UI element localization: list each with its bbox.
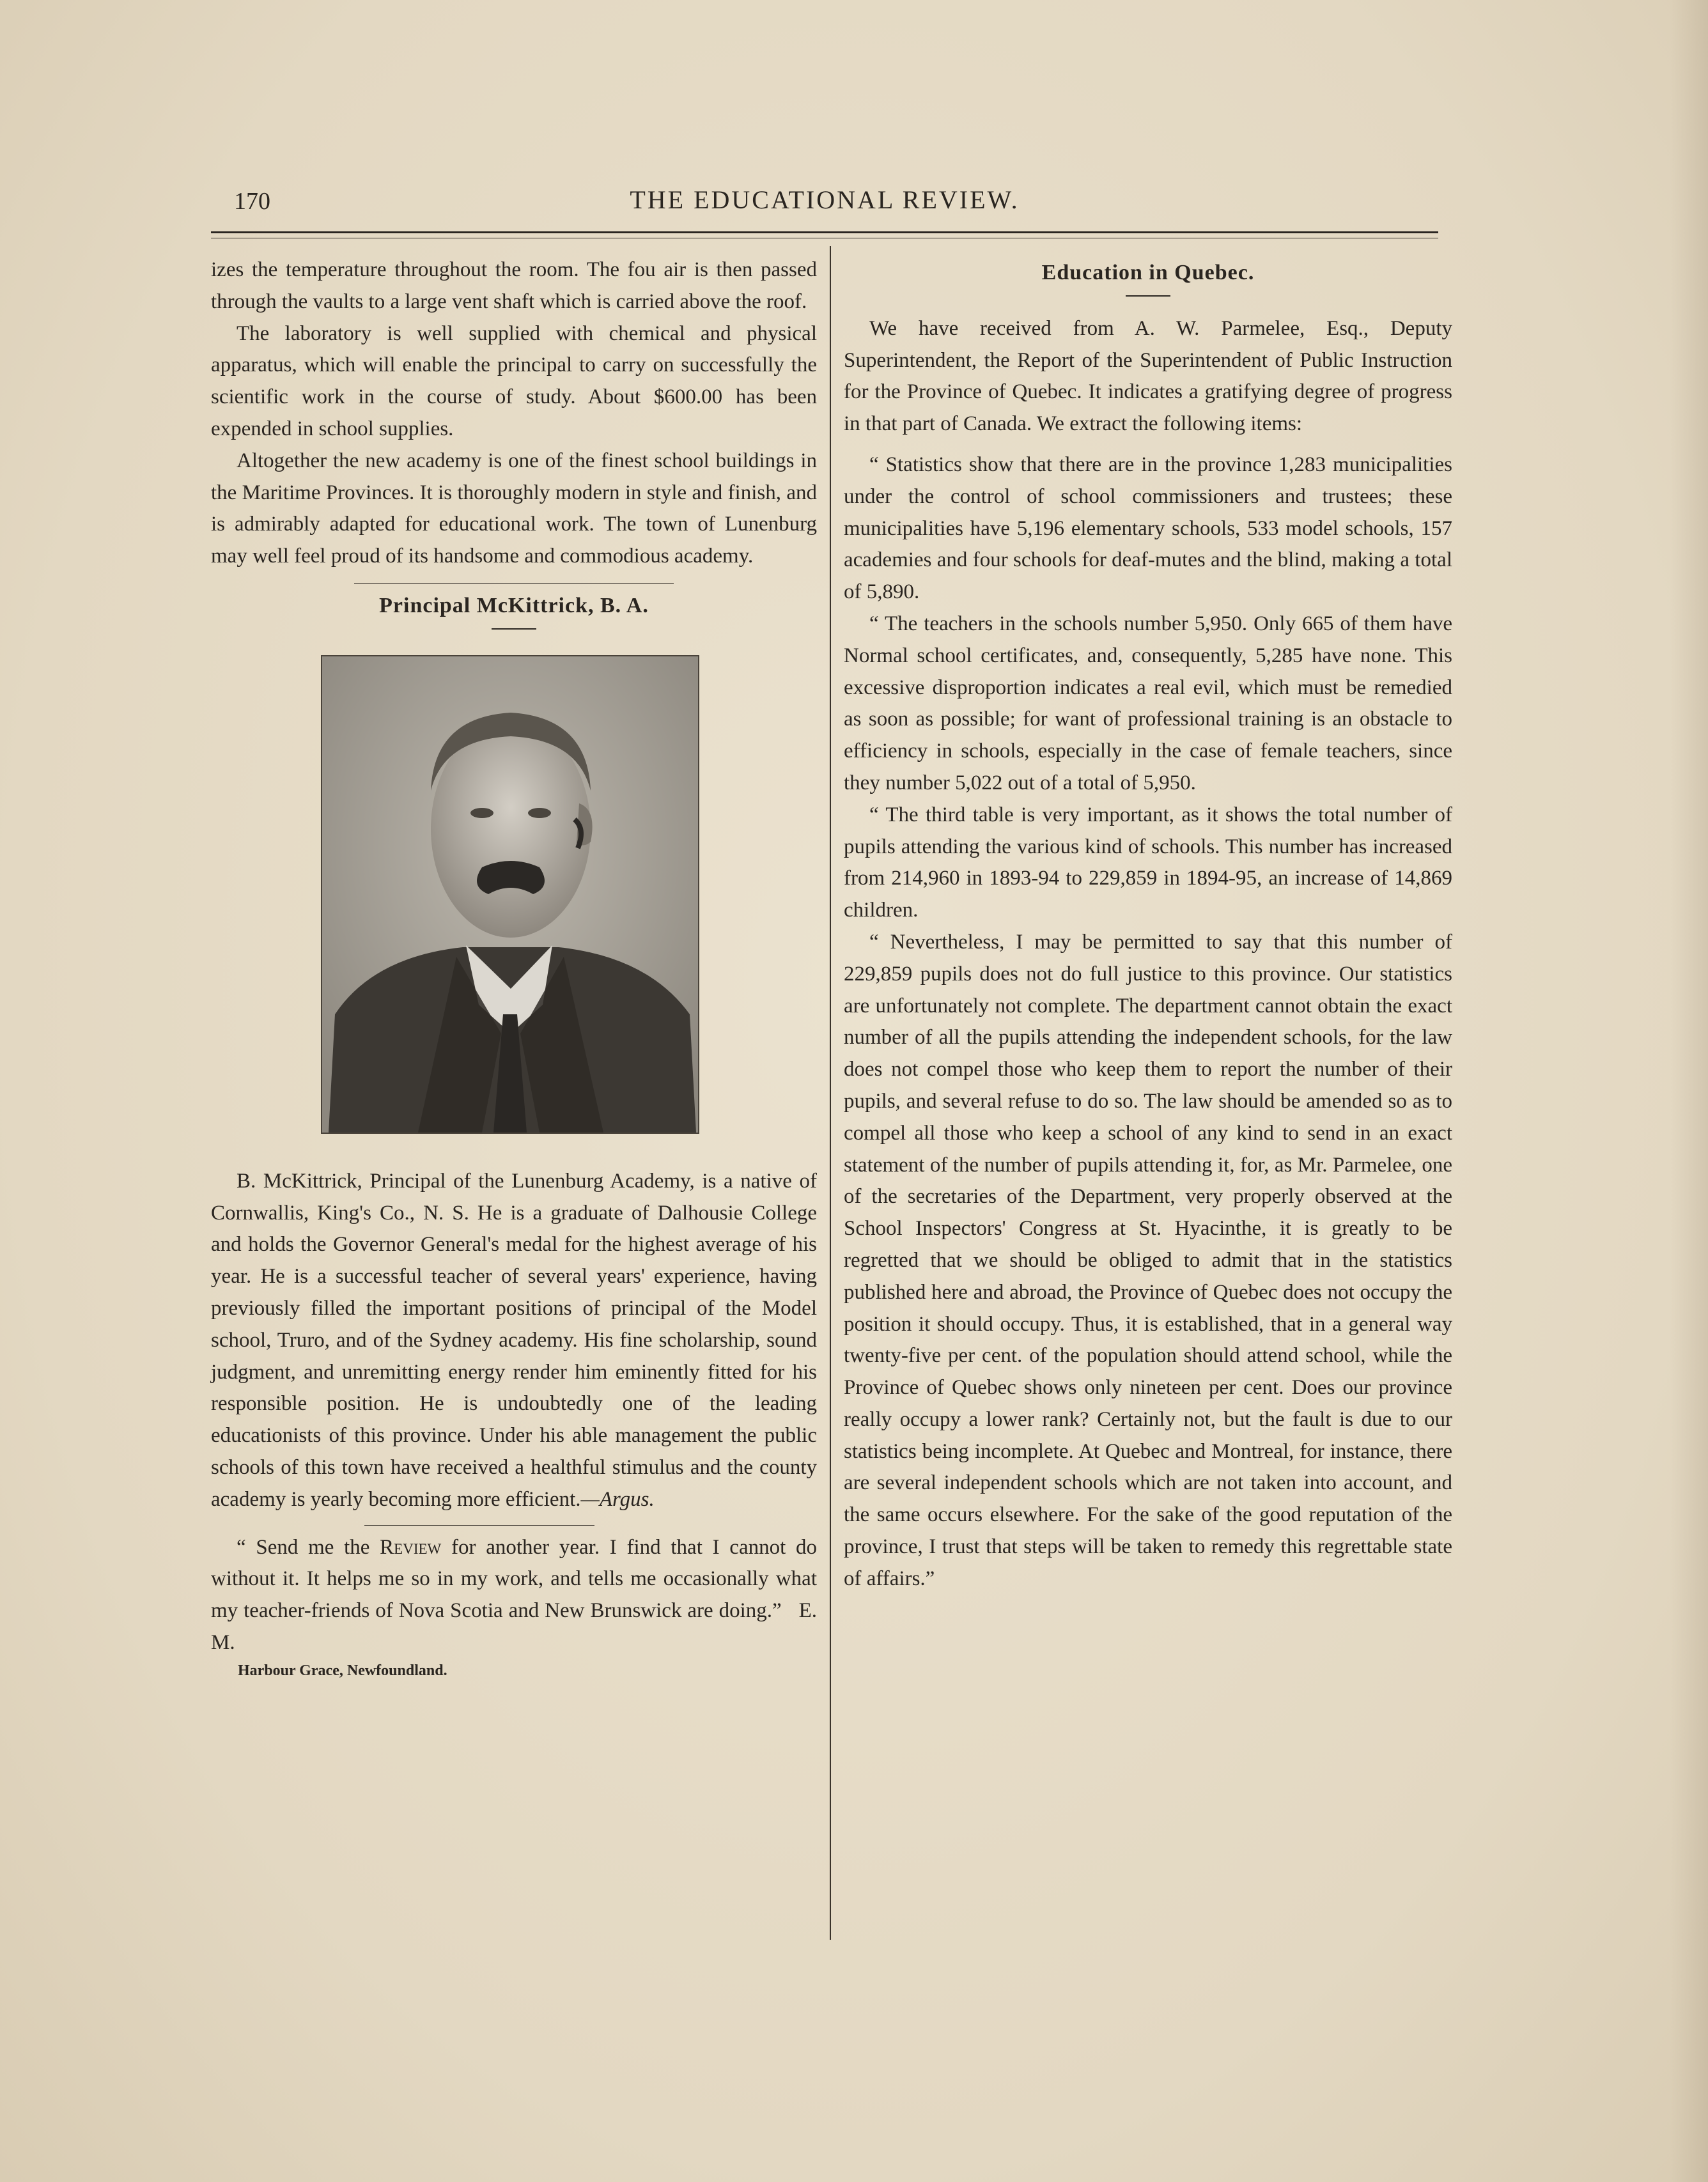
quebec-heading: Education in Quebec. bbox=[1041, 261, 1255, 284]
left-column bbox=[211, 254, 817, 1682]
quote-review-word: Review bbox=[380, 1535, 442, 1559]
page-header bbox=[211, 182, 1438, 221]
bio-source: —Argus. bbox=[580, 1487, 655, 1511]
quote-initials: E. M. bbox=[211, 1599, 817, 1654]
left-paragraph-3: Altogether the new academy is one of the finest school buildings in the Maritime Provinces. It is thoroughly modern in style and finish, and is admirably adapted for educational work. The town of Lunenburg may well feel proud of its handsome and commodious academy. bbox=[211, 449, 817, 568]
column-divider bbox=[830, 246, 831, 1940]
quebec-heading-rule bbox=[1126, 295, 1170, 297]
left-paragraph-2: The laboratory is well supplied with chemical and physical apparatus, which will enable the principal to carry on successfully the scientific work in the course of study. About $600.00 has been expended in school supplies. bbox=[211, 321, 817, 440]
mckittrick-heading: Principal McKittrick, B. A. bbox=[379, 593, 649, 617]
right-paragraph-2: “ Statistics show that there are in the province 1,283 municipalities under the control of school commissioners and trustees; these municipalities have 5,196 elementary schools, 533 model schools, 157 academies and four schools for deaf-mutes and the blind, making a total of 5,890. bbox=[844, 453, 1452, 604]
right-column bbox=[844, 254, 1452, 1595]
quote-text-start: “ Send me the bbox=[237, 1535, 380, 1559]
right-paragraph-5: “ Nevertheless, I may be permitted to say that this number of 229,859 pupils does not do full justice to this province. Our statistics are unfortunately not complete. The department cannot obtain the exact number of all the pupils attending the independent schools, for the law does not compel those who keep them to report the number of their pupils, and several refuse to do so. The law should be amended so as to compel all those who keep a school of any kind to send in an exact statement of the number of pupils attending it, for, as Mr. Parmelee, one of the secretaries of the Department, very properly observed at the School Inspectors' Congress at St. Hyacinthe, it is greatly to be regretted that we should be obliged to admit that in the statistics published here and abroad, the Province of Quebec does not occupy the position it should occupy. Thus, it is established, that in a general way twenty-five per cent. of the population should attend school, while the Province of Quebec shows only nineteen per cent. Does our province really occupy a lower rank? Certainly not, but the fault is due to our statistics being incomplete. At Quebec and Montreal, for instance, there are several independent schools which are not taken into account, and the same occurs elsewhere. For the sake of the good reputation of the province, I trust that steps will be taken to remedy this regrettable state of affairs.” bbox=[844, 930, 1452, 1590]
quote-rule bbox=[364, 1525, 594, 1526]
quote-text-end: for another year. I find that I cannot do without it. It helps me so in my work, and tells me occasionally what my teacher-friends of Nova Scotia and New Brunswick are doing.” bbox=[211, 1535, 817, 1623]
mckittrick-bio-text: B. McKittrick, Principal of the Lunenburg Academy, is a native of Cornwallis, King's Co., N. S. He is a graduate of Dalhousie College and holds the Governor General's medal for the highest average of his year. He is a successful teacher of several years' experience, having previously filled the important positions of principal of the Model school, Truro, and of the Sydney academy. His fine scholarship, sound judgment, and unremitting energy render him eminently fitted for his responsible position. He is undoubtedly one of the leading educationists of this province. Under his able management the public schools of this town have received a healthful stimulus and the county academy is yearly becoming more efficient. bbox=[211, 1169, 817, 1511]
right-paragraph-1: We have received from A. W. Parmelee, Esq., Deputy Superintendent, the Report of the Superintendent of Public Instruction for the Province of Quebec. It indicates a gratifying degree of progress in that part of Canada. We extract the following items: bbox=[844, 316, 1452, 436]
right-paragraph-4: “ The third table is very important, as it shows the total number of pupils attending the various kind of schools. This number has increased from 214,960 in 1893-94 to 229,859 in 1894-95, an increase of 14,869 children. bbox=[844, 803, 1452, 922]
page-edge-shadow bbox=[1670, 0, 1708, 2182]
right-paragraph-3: “ The teachers in the schools number 5,950. Only 665 of them have Normal school certificates, and, consequently, 5,285 have none. This excessive disproportion indicates a real evil, which must be remedied as soon as possible; for want of professional training is an obstacle to efficiency in schools, especially in the case of female teachers, since they number 5,022 out of a total of 5,950. bbox=[844, 612, 1452, 794]
heading-rule bbox=[492, 628, 536, 630]
mckittrick-bio bbox=[211, 1166, 817, 1516]
running-head: THE EDUCATIONAL REVIEW. bbox=[630, 185, 1020, 214]
testimonial-quote bbox=[211, 1532, 817, 1659]
quote-place: Harbour Grace, Newfoundland. bbox=[238, 1662, 447, 1679]
portrait-photo bbox=[321, 655, 699, 1134]
header-rule bbox=[211, 231, 1438, 233]
page-number: 170 bbox=[234, 188, 270, 215]
left-paragraph-1: izes the temperature throughout the room. The fou air is then passed through the vaults to a large vent shaft which is carried above the roof. bbox=[211, 258, 817, 313]
section-rule bbox=[354, 583, 674, 584]
portrait-illustration bbox=[322, 656, 698, 1133]
